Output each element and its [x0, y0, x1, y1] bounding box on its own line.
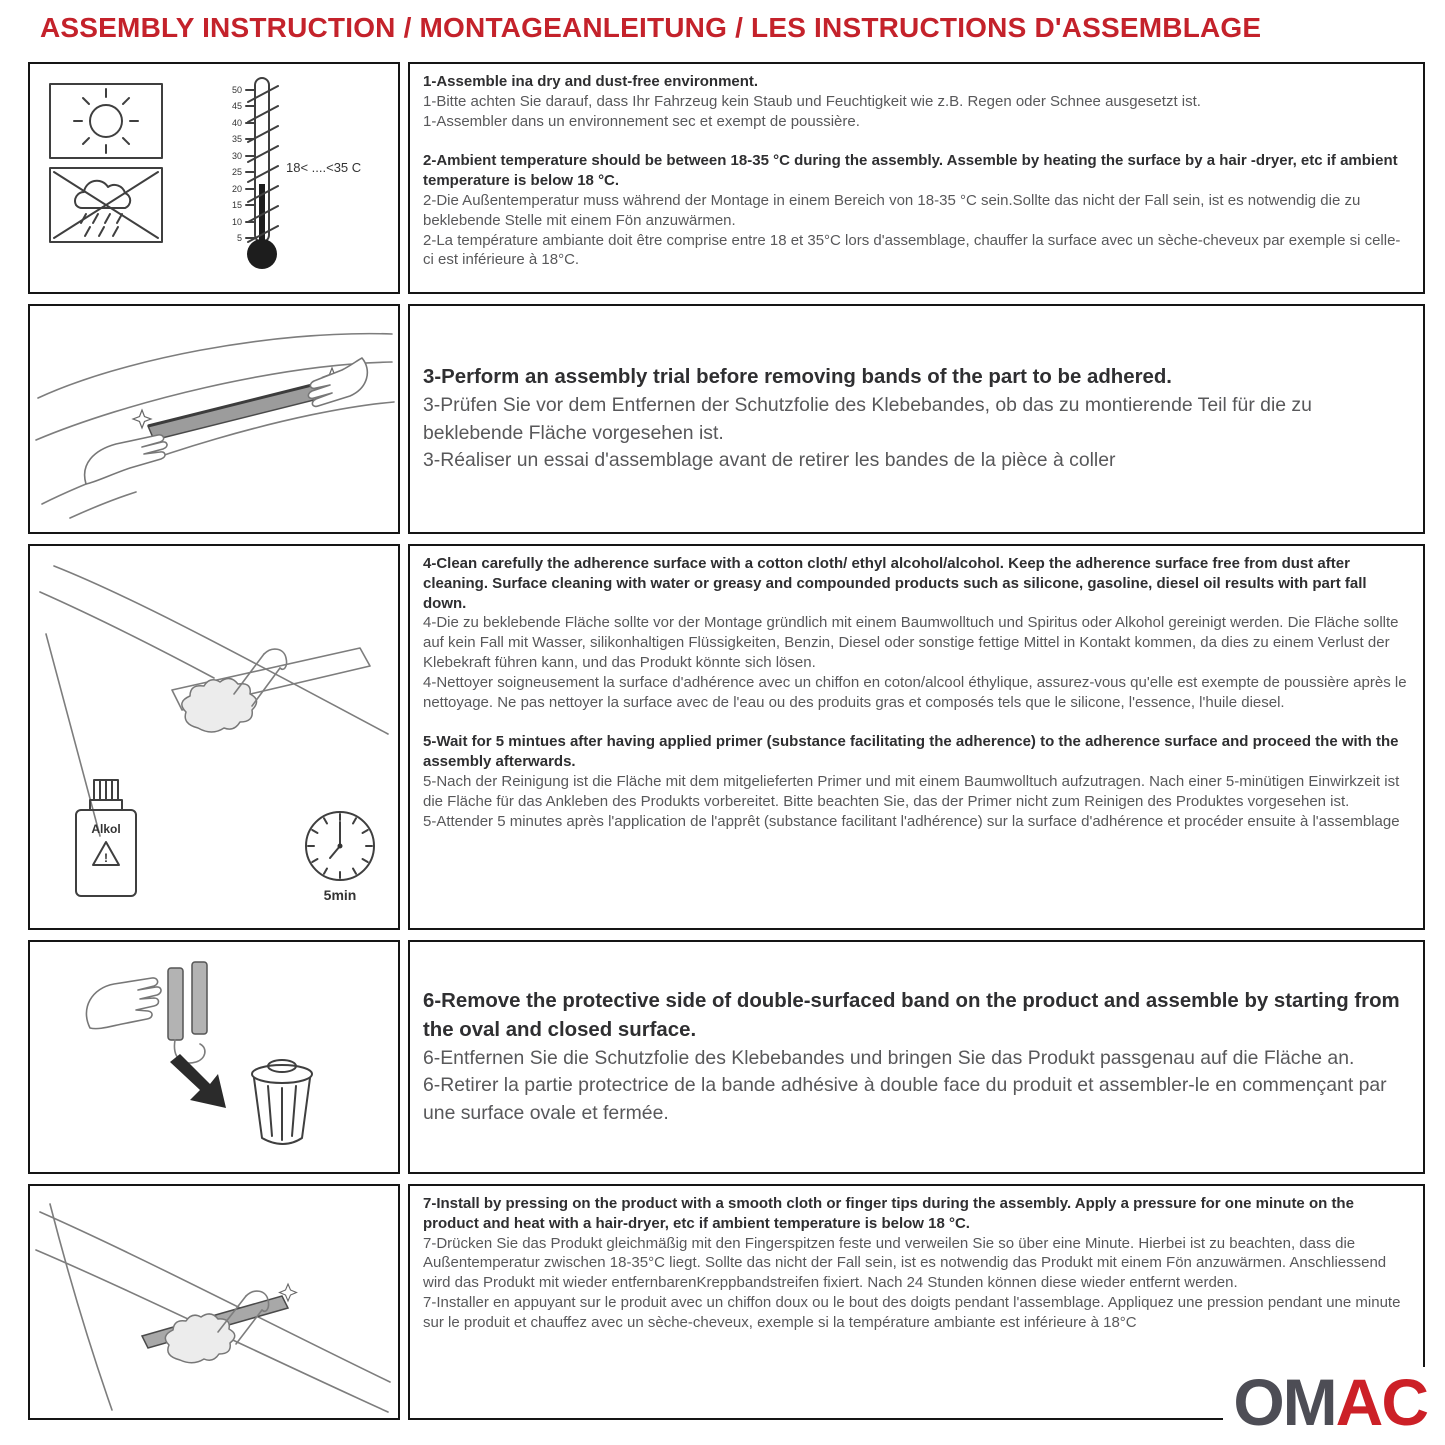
step4-fr: 4-Nettoyer soigneusement la surface d'adhérence avec un chiffon en coton/alcool éthylique, assurez-vous qu'elle est exempte de poussière après le nettoyage. Ne pas nettoyer la surface avec de l'eau ou des produits gras et composés tels que le silicone, l'essence, l'huile diesel. [423, 673, 1407, 711]
step3-fr: 3-Réaliser un essai d'assemblage avant de retirer les bandes de la pièce à coller [423, 449, 1116, 472]
step6-fr: 6-Retirer la partie protectrice de la bande adhésive à double face du produit et assembler-le en commençant par une surface ovale et fermée. [423, 1074, 1387, 1124]
step5-fr: 5-Attender 5 minutes après l'application de l'apprêt (substance facilitant l'adhérence) sur la surface d'adhérence et procéder ensuite à l'assemblage [423, 812, 1400, 830]
svg-text:25: 25 [231, 167, 242, 177]
step-row-3 [28, 304, 1425, 534]
step-row-1-2 [28, 62, 1425, 294]
instruction-rows [28, 62, 1425, 1420]
remove-band-drawing [30, 942, 398, 1172]
clock-duration-label: 5min [323, 887, 357, 903]
svg-text:30: 30 [231, 151, 242, 161]
illustration-assembly-trial [28, 304, 400, 534]
step1-en: 1-Assemble ina dry and dust-free environment. [423, 73, 759, 90]
pressing-cloth-icon [165, 1314, 234, 1363]
step2-en: 2-Ambient temperature should be between 18-35 °C during the assembly. Assemble by heating the surface by a hair -dryer, etc if ambient temperature is below 18 °C. [423, 152, 1398, 190]
step1-de: 1-Bitte achten Sie darauf, dass Ihr Fahrzeug kein Staub und Feuchtigkeit wie z.B. Regen oder Schnee ausgesetzt ist. [423, 92, 1201, 110]
instructions-step-4-5 [408, 544, 1425, 930]
clock-icon [306, 812, 374, 903]
press-product-drawing [30, 1186, 398, 1418]
step5-en: 5-Wait for 5 mintues after having applied primer (substance facilitating the adherence) to the adherence surface and proceed the with the assembly afterwards. [423, 733, 1399, 771]
cleaning-cloth-icon [182, 678, 257, 732]
trash-can-icon [252, 1060, 312, 1144]
logo-text-ac: AC [1335, 1365, 1427, 1439]
instructions-step-6 [408, 940, 1425, 1174]
assembly-trial-drawing [30, 306, 398, 532]
step-row-7 [28, 1184, 1425, 1420]
logo-text-om: OM [1233, 1365, 1336, 1439]
illustration-environment-temperature [28, 62, 400, 294]
no-rain-icon [50, 168, 162, 242]
step7-fr: 7-Installer en appuyant sur le produit avec un chiffon doux ou le bout des doigts pendant l'assemblage. Appliquez une pression pendant une minute sur le produit et chauffez avec un sèche-cheveux, exemple si la température ambiante est inférieure à 18°C [423, 1293, 1401, 1331]
page-title: ASSEMBLY INSTRUCTION / MONTAGEANLEITUNG / LES INSTRUCTIONS D'ASSEMBLAGE [40, 12, 1262, 43]
warning-mark: ! [104, 851, 108, 865]
thermometer-range-label: 18< ....<35 C [286, 160, 362, 175]
step7-en: 7-Install by pressing on the product with a smooth cloth or finger tips during the assembly. Apply a pressure for one minute on the product and heat with a hair-dryer, etc if ambient temperature is below 18 °C. [423, 1195, 1354, 1232]
svg-text:35: 35 [231, 134, 242, 144]
illustration-remove-band [28, 940, 400, 1174]
door-sill-lines [36, 334, 394, 518]
step2-fr: 2-La température ambiante doit être comprise entre 18 et 35°C lors d'assemblage, chauffer la surface avec un sèche-cheveux par exemple si celle-ci est inférieure à 18°C. [423, 231, 1401, 269]
svg-text:20: 20 [231, 184, 242, 194]
product-with-bands [168, 962, 207, 1063]
step6-de: 6-Entfernen Sie die Schutzfolie des Klebebandes und bringen Sie das Produkt passgenau auf die Fläche an. [423, 1046, 1355, 1069]
step7-de: 7-Drücken Sie das Produkt gleichmäßig mit den Fingerspitzen feste und verweilen Sie so über eine Minute. Hierbei ist zu beachten, dass die Außentemperatur zwischen 18-35°C liegt. Sollte das nicht der Fall sein, ist es notwendig das Produkt mit einem Fön anzuwärmen. Anschliessend wird das Produkt mit wieder entfernbarenKreppbandstreifen fixiert. Nach 24 Stunden können diese wieder entfernt werden. [423, 1234, 1387, 1292]
thermometer-icon [232, 78, 361, 269]
thermometer-scale [232, 85, 242, 243]
svg-text:45: 45 [231, 101, 242, 111]
step5-de: 5-Nach der Reinigung ist die Fläche mit dem mitgelieferten Primer und mit einem Baumwolltuch aufzutragen. Nach einer 5-minütigen Einwirkzeit ist die Fläche für das Ankleben des Produkts vorbereitet. Bitte beachten Sie, das der Primer nicht zum Reinigen des Produktes vorgesehen ist. [423, 772, 1400, 810]
left-hand-icon [85, 435, 167, 484]
instructions-step-3 [408, 304, 1425, 534]
svg-text:40: 40 [231, 118, 242, 128]
environment-temperature-diagram [30, 64, 398, 292]
alcohol-bottle-icon [76, 780, 136, 896]
step3-en: 3-Perform an assembly trial before removing bands of the part to be adhered. [423, 366, 1172, 389]
omac-logo [1223, 1367, 1427, 1437]
step2-de: 2-Die Außentemperatur muss während der Montage in einem Bereich von 18-35 °C sein.Sollte das nicht der Fall sein, ist es notwendig die zu beklebende Stelle mit einem Fön anzuwärmen. [423, 191, 1361, 229]
holding-hand-icon [86, 978, 161, 1029]
cleaning-drawing [30, 546, 398, 928]
illustration-press-product [28, 1184, 400, 1420]
svg-text:10: 10 [231, 217, 242, 227]
svg-text:50: 50 [231, 85, 242, 95]
step1-fr: 1-Assembler dans un environnement sec et exempt de poussière. [423, 112, 860, 130]
sun-icon [50, 84, 162, 158]
svg-text:15: 15 [231, 200, 242, 210]
illustration-clean-surface [28, 544, 400, 930]
svg-text:5: 5 [236, 233, 242, 243]
instructions-step-1-2 [408, 62, 1425, 294]
step4-en: 4-Clean carefully the adherence surface with a cotton cloth/ ethyl alcohol/alcohol. Keep the adherence surface free from dust after cleaning. Surface cleaning with water or greasy and compounded products such as silicone, gasoline, diesel oil results with part fall down. [423, 555, 1367, 612]
step4-de: 4-Die zu beklebende Fläche sollte vor der Montage gründlich mit einem Baumwolltuch und Spiritus oder Alkohol gereinigt werden. Die Fläche sollte auf kein Fall mit Wasser, silikonhaltigen Flüssigkeiten, Benzin, Diesel oder sonstige fettige Mittel in Kontakt kommen, da dies zu einem Verlust der Klebekraft führen kann, und das Produkt könnte sich lösen. [423, 614, 1399, 671]
sill-trim-part [148, 382, 330, 440]
step6-en: 6-Remove the protective side of double-surfaced band on the product and assemble by starting from the oval and closed surface. [423, 989, 1400, 1041]
step-row-6 [28, 940, 1425, 1174]
door-sill-lines [36, 1204, 390, 1412]
step3-de: 3-Prüfen Sie vor dem Entfernen der Schutzfolie des Klebebandes, ob das zu montierende Teil für die zu beklebende Fläche vorgesehen ist. [423, 394, 1312, 444]
bottle-label: Alkol [91, 822, 121, 836]
step-row-4-5 [28, 544, 1425, 930]
